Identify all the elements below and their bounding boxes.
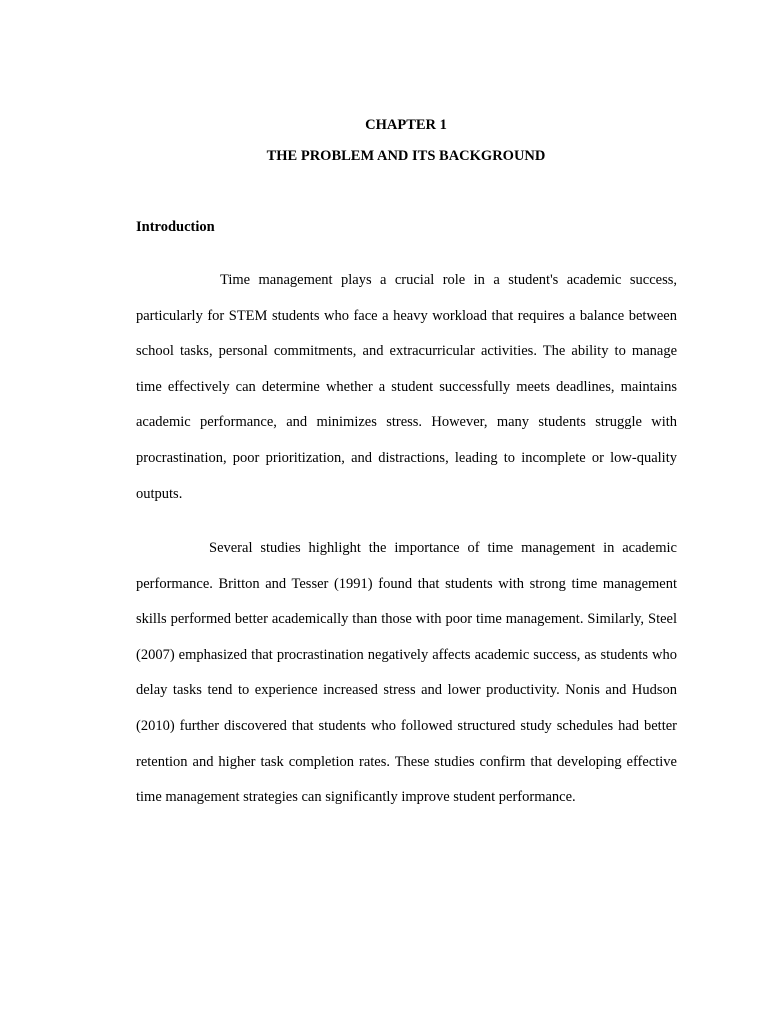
paragraph: Time management plays a crucial role in a student's academic success, particularly for STEM students who face a heavy workload that requires a balance between school tasks, personal commitments, and extracurricular activities. The ability to manage time effectively can determine whether a student successfully meets deadlines, maintains academic performance, and minimizes stress. However, many students struggle with procrastination, poor prioritization, and distractions, leading to incomplete or low-quality outputs. xyxy=(136,272,677,502)
paragraph: Several studies highlight the importance of time management in academic performance. Britton and Tesser (1991) found that students with strong time management skills performed better academically than those with poor time management. Similarly, Steel (2007) emphasized that procrastination negatively affects academic success, as students who delay tasks tend to experience increased stress and lower productivity. Nonis and Hudson (2010) further discovered that students who followed structured study schedules had better retention and higher task completion rates. These studies confirm that developing effective time management strategies can significantly improve student performance. xyxy=(136,540,677,806)
chapter-label: CHAPTER 1 xyxy=(365,117,447,133)
chapter-title: THE PROBLEM AND ITS BACKGROUND xyxy=(266,148,546,164)
section-heading: Introduction xyxy=(136,219,215,235)
